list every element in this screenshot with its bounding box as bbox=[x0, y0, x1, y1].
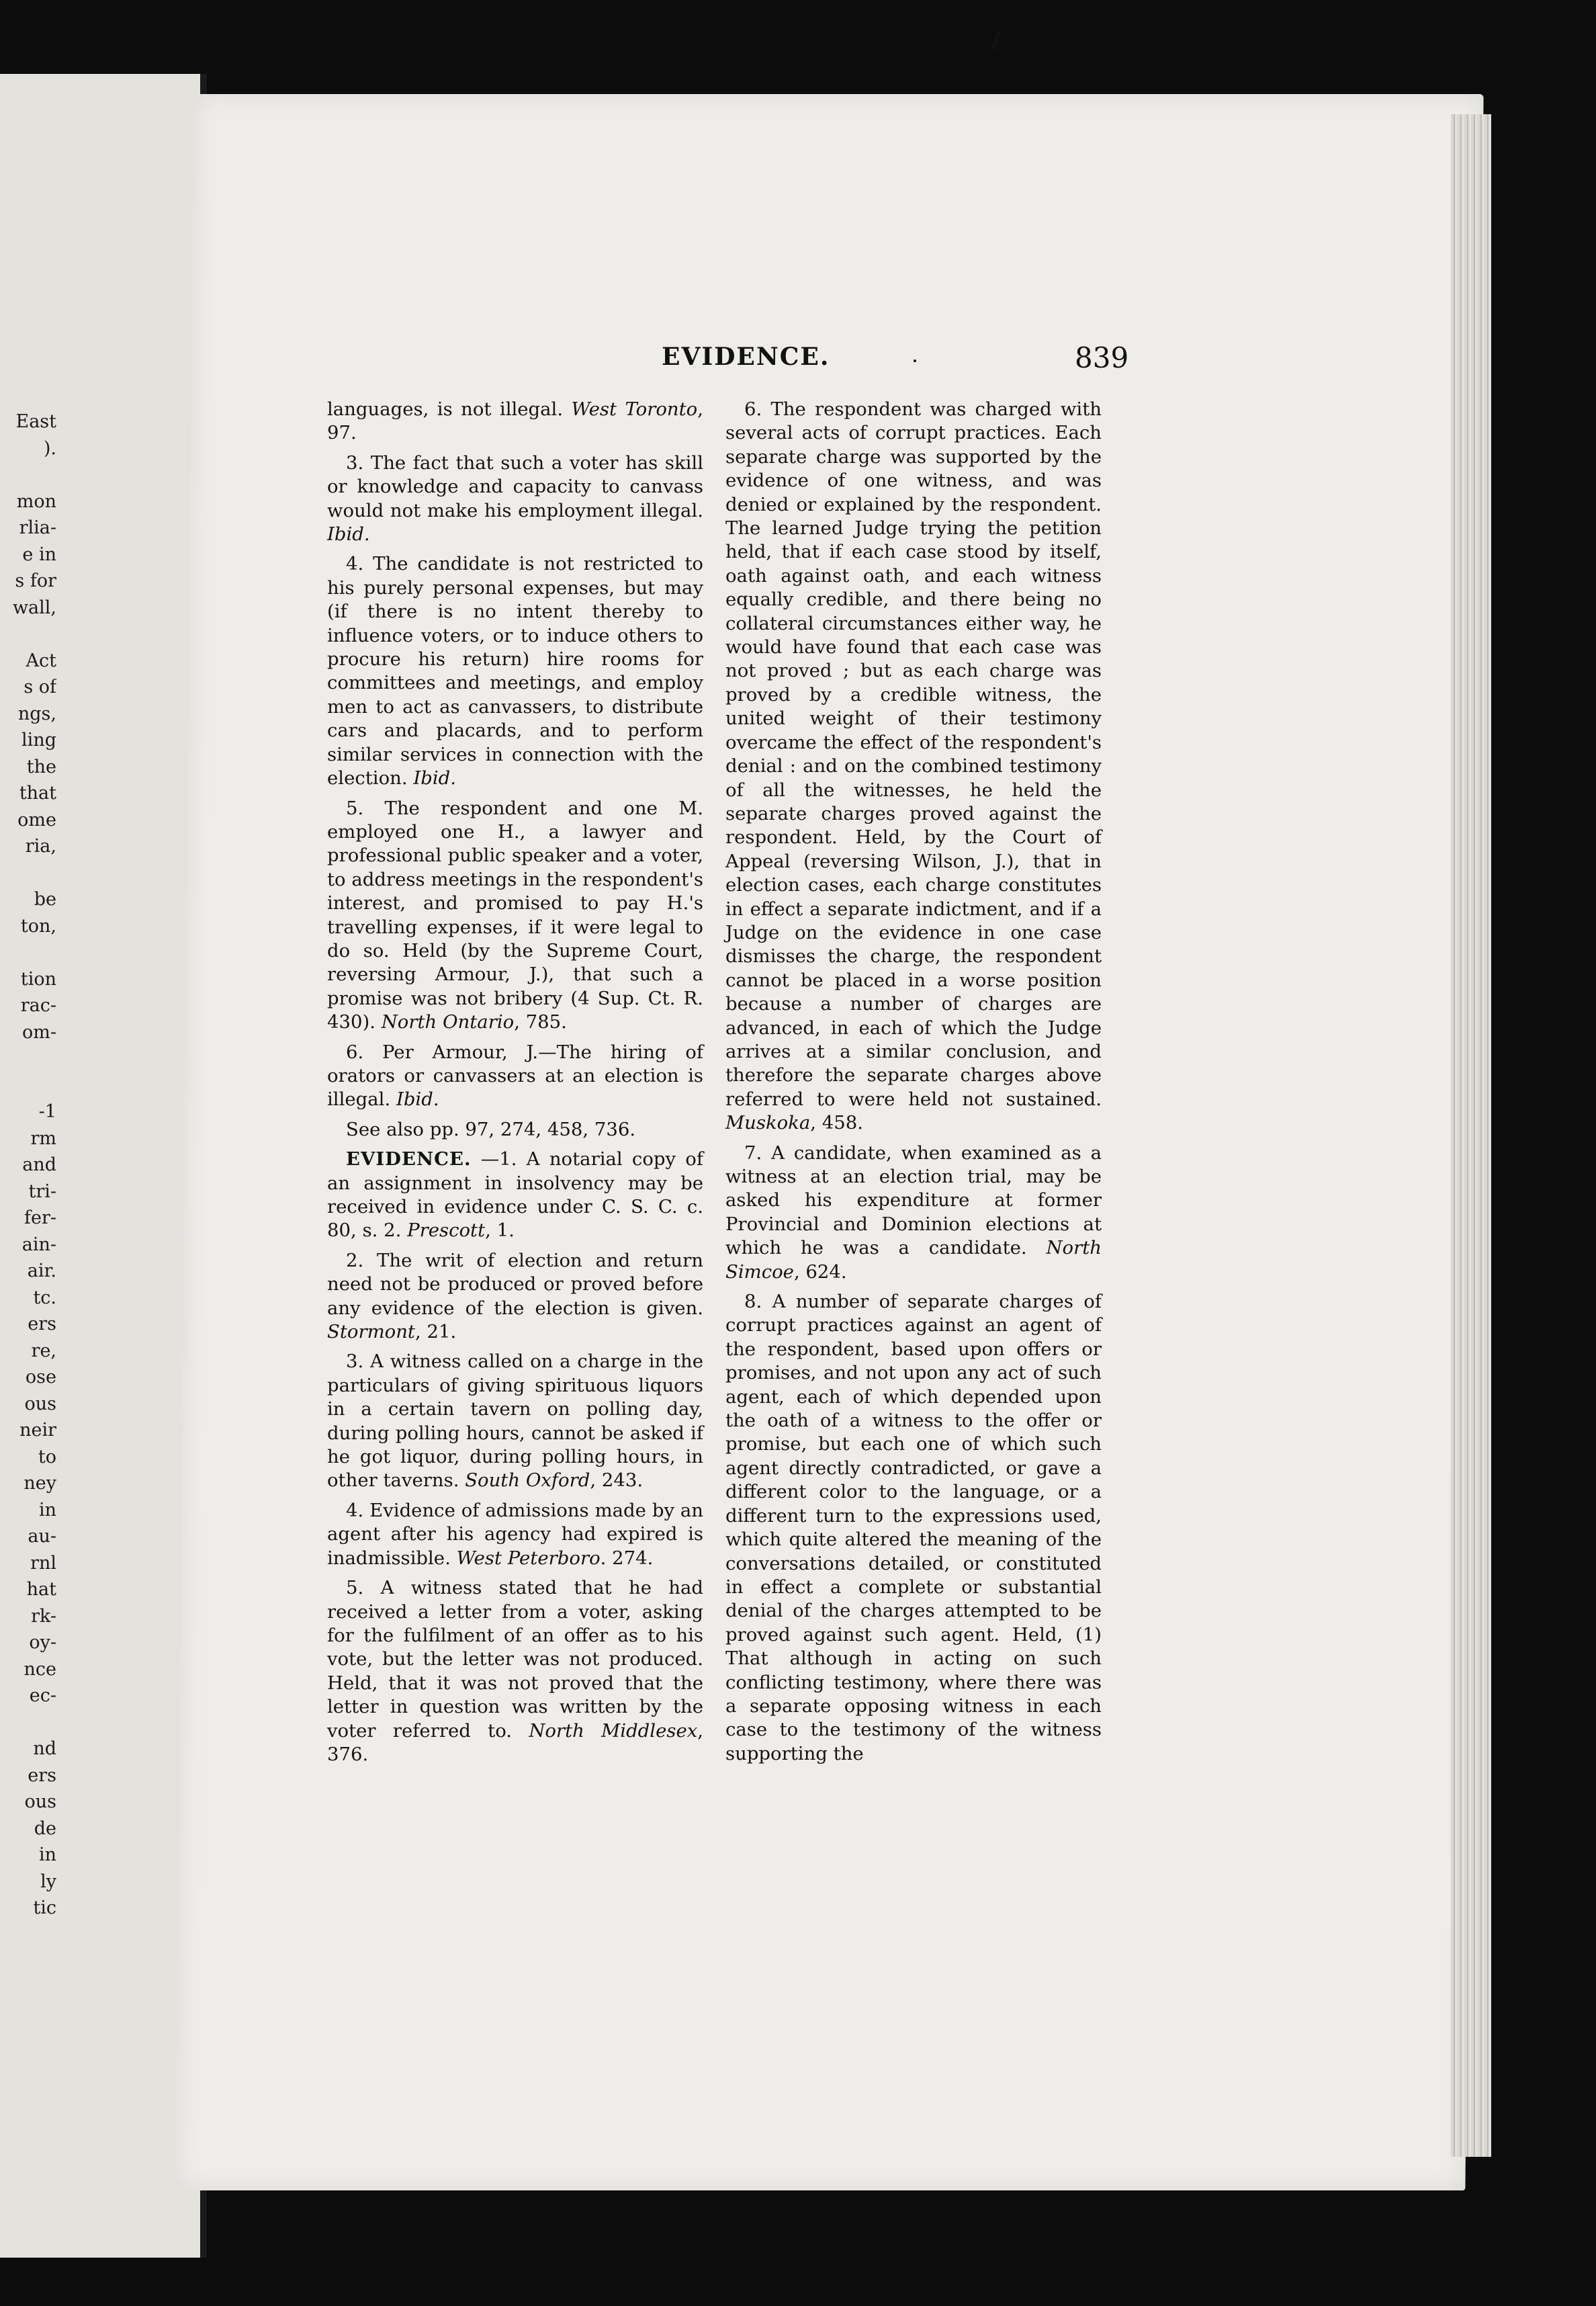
case-citation: Ibid. bbox=[327, 523, 370, 546]
facing-page-line: ous bbox=[24, 1393, 56, 1414]
facing-page-line: tion bbox=[20, 968, 56, 990]
paragraph bbox=[327, 452, 703, 547]
facing-page-line: ling bbox=[21, 730, 56, 751]
scan-artifact bbox=[914, 359, 916, 362]
page-number: 839 bbox=[1075, 341, 1129, 374]
paragraph-text: The respondent was charged with several acts of corrupt practices. Each separate charge was supported by the evidence of one witness, and was denied or explained by the respondent. The learned Judge trying the petition held, that if each case stood by itself, oath against oath, and each witness equally credible, and there being no collateral circumstances either way, he would have found that each case was not proved ; but as each charge was proved by a credible witness, the united weight of their testimony overcame the effect of the respondent's denial : and on the combined testimony of all the witnesses, he held the separate charges proved against the respondent. Held, by the Court of Appeal (reversing Wilson, J.), that in election cases, each charge constitutes in effect a separate indictment, and if a Judge on the evidence in one case dismisses the charge, the respondent cannot be placed in a worse position because a number of charges are advanced, in each of which the Judge arrives at a similar conclusion, and therefore the separate charges above referred to were held not sustained. bbox=[725, 398, 1102, 1110]
case-citation: North Middlesex bbox=[529, 1719, 698, 1742]
paragraph-text: A number of separate charges of corrupt practices against an agent of the respondent, based upon offers or promises, and not upon any act of such agent, each of which depended upon the oath of a witness to the offer or promise, but each one of which such agent directly contradicted, or gave a different color to the language, or a different turn to the expressions used, which quite altered the meaning of the conversations detailed, or constituted in effect a complete or substantial denial of the charges attempted to be proved against such agent. Held, (1) That although in acting on such conflicting testimony, where there was a separate opposing witness in each case to the testimony of the witness supporting the bbox=[725, 1291, 1102, 1764]
paragraph-number: 4. bbox=[346, 1499, 364, 1521]
paragraph bbox=[327, 797, 703, 1035]
case-citation: South Oxford bbox=[465, 1469, 590, 1492]
facing-page-line: and bbox=[22, 1154, 56, 1175]
running-head: EVIDENCE. bbox=[662, 343, 830, 371]
facing-page-line: rac- bbox=[20, 995, 56, 1016]
citation-page: . 274. bbox=[600, 1547, 654, 1569]
entry-heading: EVIDENCE. bbox=[346, 1148, 472, 1170]
citation-page: , 624. bbox=[793, 1261, 847, 1283]
facing-page-line: in bbox=[38, 1844, 56, 1865]
facing-page-line: -1 bbox=[38, 1101, 56, 1122]
paragraph bbox=[327, 1499, 703, 1570]
facing-page-line: nce bbox=[24, 1658, 56, 1680]
facing-page-line: ria, bbox=[25, 836, 56, 857]
facing-page-line: rlia- bbox=[19, 517, 56, 538]
right-column bbox=[725, 398, 1102, 1772]
facing-page-line: air. bbox=[27, 1261, 56, 1281]
facing-page-line: ney bbox=[24, 1473, 56, 1494]
facing-page-line: rk- bbox=[31, 1605, 56, 1627]
paragraph bbox=[327, 1118, 703, 1142]
facing-page-line: tri- bbox=[28, 1181, 56, 1202]
facing-page-line: re, bbox=[31, 1340, 56, 1361]
facing-page-line: fer- bbox=[24, 1207, 56, 1228]
facing-page-line: Act bbox=[26, 650, 56, 671]
paragraph-number: 5. bbox=[346, 797, 364, 819]
facing-page-line: that bbox=[19, 783, 56, 804]
facing-page-fragment bbox=[0, 74, 204, 2258]
paragraph-text: The fact that such a voter has skill or knowledge and capacity to canvass would not make his employment illegal. bbox=[327, 452, 704, 521]
paragraph-number: 5. bbox=[346, 1577, 364, 1599]
paragraph-text: Evidence of admissions made by an agent after his agency had expired is inadmissible. bbox=[327, 1499, 703, 1569]
facing-page-line: rm bbox=[30, 1127, 56, 1149]
case-citation: Ibid. bbox=[396, 1088, 439, 1111]
paragraph-number: 6. bbox=[744, 398, 762, 420]
paragraph bbox=[327, 1148, 703, 1243]
paragraph-text: The candidate is not restricted to his purely personal expenses, but may (if there is no intent thereby to influence voters, or to induce others to procure his return) hire rooms for committees and meetings, and employ men to act as canvassers, to distribute cars and placards, and to perform similar services in connection with the election. bbox=[327, 553, 703, 789]
paragraph-number: 2. bbox=[346, 1249, 364, 1271]
paragraph bbox=[327, 1576, 703, 1766]
paragraph bbox=[725, 1142, 1102, 1284]
case-citation: Prescott bbox=[407, 1220, 486, 1242]
citation-page: , 458. bbox=[810, 1112, 863, 1134]
paragraph bbox=[725, 398, 1102, 1136]
paragraph-number: 8. bbox=[744, 1291, 762, 1313]
facing-page-line: tc. bbox=[33, 1287, 56, 1308]
citation-page: , 21. bbox=[415, 1321, 457, 1343]
paragraph-text: A witness stated that he had received a letter from a voter, asking for the fulfilment of an offer as to his vote, but the letter was not produced. Held, that it was not proved that the letter in question was written by the voter referred to. bbox=[327, 1577, 703, 1742]
facing-page-line: ous bbox=[24, 1791, 56, 1812]
page-stack-edge bbox=[1451, 114, 1491, 2157]
facing-page-line: neir bbox=[19, 1420, 56, 1441]
paragraph-text: The respondent and one M. employed one H., a lawyer and professional public speaker and a voter, to address meetings in the respondent's interest, and promised to pay H.'s travelling expenses, if it were legal to do so. Held (by the Supreme Court, reversing Armour, J.), that such a promise was not bribery (4 Sup. Ct. R. 430). bbox=[327, 797, 703, 1033]
facing-page-line: oy- bbox=[29, 1632, 56, 1653]
paragraph bbox=[327, 1041, 703, 1112]
case-citation: Muskoka bbox=[725, 1112, 811, 1134]
citation-page: , 97. bbox=[327, 398, 703, 444]
paragraph bbox=[327, 1249, 703, 1344]
facing-page-line: tic bbox=[33, 1897, 56, 1918]
case-citation: North Ontario bbox=[381, 1011, 515, 1033]
facing-page-line: de bbox=[34, 1818, 56, 1839]
paragraph-text: Per Armour, J.—The hiring of orators or canvassers at an election is illegal. bbox=[327, 1041, 703, 1111]
facing-page-line: s for bbox=[15, 570, 56, 591]
facing-page-line: in bbox=[38, 1499, 56, 1521]
paragraph-number: 7. bbox=[744, 1142, 762, 1164]
facing-page-line: au- bbox=[28, 1526, 56, 1547]
paragraph-number: 3. bbox=[346, 1351, 364, 1373]
facing-page-line: ton, bbox=[20, 915, 56, 937]
facing-page-line: East bbox=[15, 411, 56, 432]
paragraph-text: —1. A notarial copy of an assignment in insolvency may be received in evidence under C. S. C. c. 80, s. 2. bbox=[327, 1148, 703, 1242]
paragraph bbox=[327, 1350, 703, 1492]
facing-page-line: ers bbox=[28, 1314, 56, 1334]
paragraph bbox=[327, 398, 703, 445]
facing-page-line: ly bbox=[40, 1871, 56, 1892]
paragraph-number: 3. bbox=[346, 452, 364, 474]
facing-page-line: ain- bbox=[21, 1234, 56, 1255]
paragraph-text: A candidate, when examined as a witness at an election trial, may be asked his expenditure at former Provincial and Dominion elections at which he was a candidate. bbox=[725, 1142, 1102, 1259]
case-citation: North Simcoe bbox=[725, 1237, 1102, 1283]
case-citation: Ibid. bbox=[413, 767, 456, 789]
citation-page: , 243. bbox=[590, 1469, 644, 1492]
citation-page: , 376. bbox=[327, 1719, 703, 1765]
facing-page-line: to bbox=[38, 1446, 56, 1467]
paragraph-number: 6. bbox=[346, 1041, 364, 1063]
case-citation: West Toronto bbox=[571, 398, 698, 420]
paragraph bbox=[725, 1290, 1102, 1766]
facing-page-line: om- bbox=[22, 1021, 56, 1043]
facing-page-line: ome bbox=[17, 809, 56, 830]
case-citation: Stormont bbox=[327, 1321, 415, 1343]
paragraph-text: See also pp. 97, 274, 458, 736. bbox=[346, 1118, 636, 1140]
facing-page-line: nd bbox=[33, 1738, 56, 1759]
paragraph-text: The writ of election and return need not be produced or proved before any evidence of the election is given. bbox=[327, 1249, 703, 1319]
facing-page-line: be bbox=[34, 889, 56, 910]
facing-page-line: rnl bbox=[30, 1552, 56, 1574]
facing-page-line: mon bbox=[16, 490, 56, 512]
left-column bbox=[327, 398, 703, 1773]
facing-page-line: wall, bbox=[12, 597, 56, 618]
facing-page-line: ngs, bbox=[17, 703, 56, 724]
paragraph bbox=[327, 552, 703, 790]
facing-page-line: e in bbox=[22, 544, 56, 565]
paragraph-text: A witness called on a charge in the particulars of giving spirituous liquors in a certain tavern on polling day, during polling hours, cannot be asked if he got liquor, during polling hours, in other taverns. bbox=[327, 1351, 703, 1492]
facing-page-line: s of bbox=[24, 677, 56, 697]
paragraph-number: 4. bbox=[346, 553, 364, 575]
facing-page-line: ose bbox=[25, 1367, 56, 1387]
facing-page-line: ec- bbox=[29, 1685, 56, 1706]
citation-page: , 785. bbox=[514, 1011, 567, 1033]
case-citation: West Peterboro bbox=[456, 1547, 601, 1569]
scan-artifact bbox=[989, 27, 1002, 54]
citation-page: , 1. bbox=[485, 1220, 515, 1242]
paragraph-text: languages, is not illegal. bbox=[327, 398, 564, 420]
facing-page-line: ers bbox=[28, 1764, 56, 1786]
facing-page-line: hat bbox=[26, 1579, 56, 1600]
facing-page-line: ). bbox=[43, 437, 56, 459]
facing-page-line: the bbox=[26, 756, 56, 777]
